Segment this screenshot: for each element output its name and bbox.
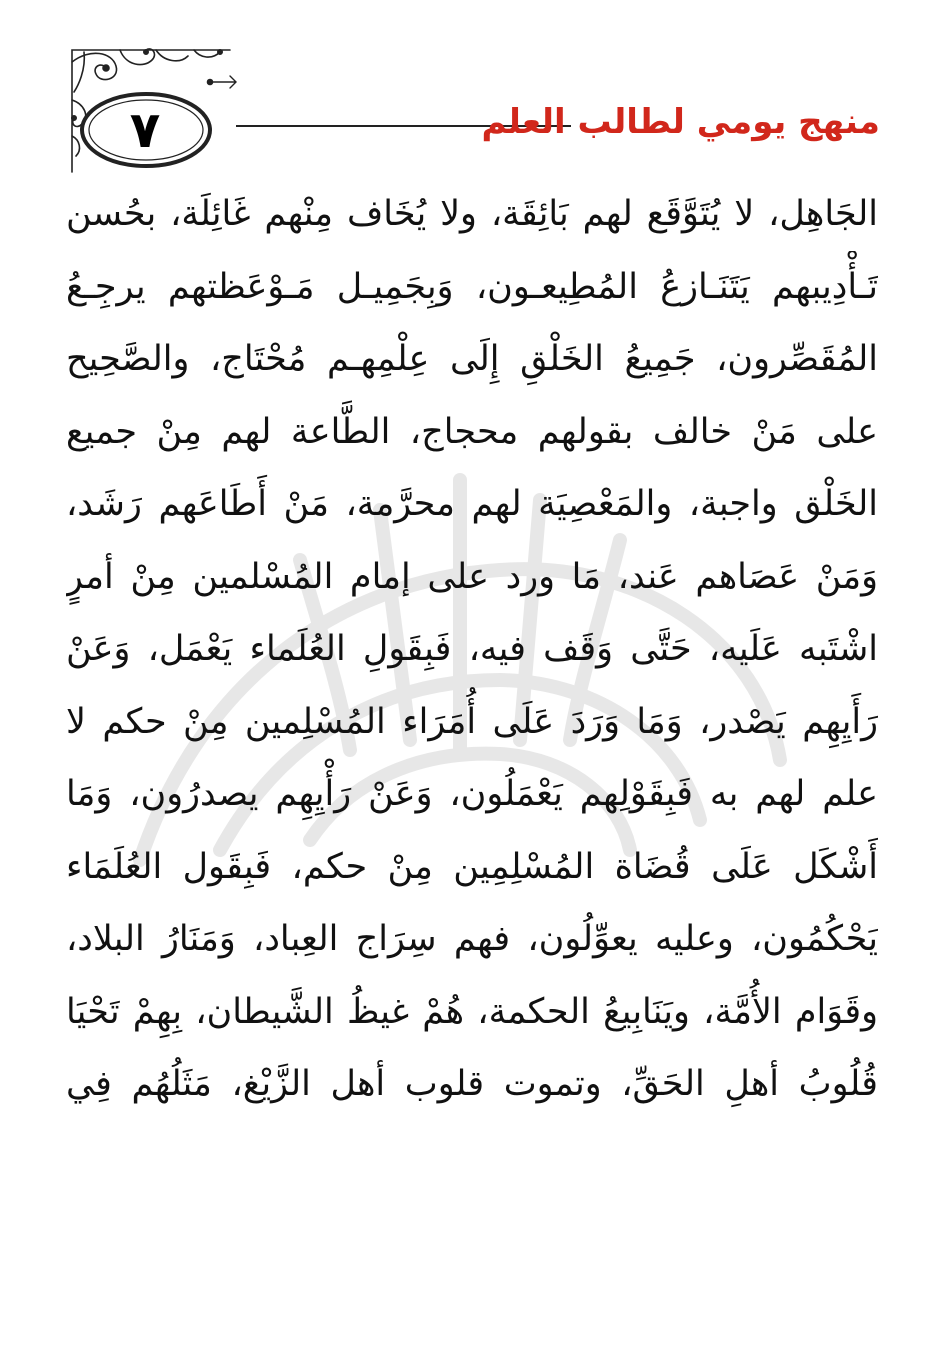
text-line: تَـأْدِيبهم يَتَنَـازعُ المُطِيعـون، وَبِجَمِيـل مَـوْعَظتهم يرجِـعُ bbox=[66, 266, 878, 307]
body-text bbox=[66, 178, 878, 1121]
text-line: المُقَصِّرون، جَمِيعُ الخَلْقِ إِلَى عِلْمِهـم مُحْتَاج، والصَّحِيح bbox=[66, 339, 878, 379]
page-number-badge bbox=[80, 92, 210, 168]
text-line: يَحْكُمُون، وعليه يعوِّلُون، فهم سِرَاج العِباد، وَمَنَارُ البلاد، bbox=[66, 919, 878, 959]
text-line: علم لهم به فَبِقَوْلِهم يَعْمَلُون، وَعَنْ رَأْيِهِم يصدرُون، وَمَا bbox=[66, 774, 878, 814]
page-header bbox=[60, 40, 880, 180]
text-line: أَشْكَل عَلَى قُضَاة المُسْلِمِين مِنْ حكم، فَبِقَول العُلَمَاء bbox=[66, 846, 878, 887]
text-line: وقَوَام الأُمَّة، ويَنَابِيعُ الحكمة، هُمْ غيظُ الشَّيطان، بِهِمْ تَحْيَا bbox=[66, 991, 878, 1032]
text-line: اشْتَبه عَلَيه، حَتَّى وَقَف فيه، فَبِقَولِ العُلَماء يَعْمَل، وَعَنْ bbox=[66, 629, 878, 669]
text-line: قُلُوبُ أهلِ الحَقِّ، وتموت قلوب أهل الزَّيْغ، مَثَلُهُم فِي bbox=[66, 1064, 878, 1104]
text-line: الجَاهِل، لا يُتَوَّقَع لهم بَائِقَة، ولا يُخَاف مِنْهم غَائِلَة، بحُسن bbox=[66, 194, 878, 234]
text-line: رَأَيِهِم يَصْدر، وَمَا وَرَدَ عَلَى أُمَرَاء المُسْلِمين مِنْ حكم لا bbox=[66, 701, 878, 742]
text-line: الخَلْق واجبة، والمَعْصِيَة لهم محرَّمة، مَنْ أَطَاعَهم رَشَد، bbox=[66, 484, 878, 524]
text-line: وَمَنْ عَصَاهم عَند، مَا ورد على إمام المُسْلمين مِنْ أمرٍ bbox=[66, 556, 878, 597]
page-number: ٧ bbox=[129, 101, 161, 159]
running-title: منهج يومي لطالب العلم bbox=[481, 102, 880, 142]
text-line: على مَنْ خالف بقولهم محجاج، الطَّاعة لهم مِنْ جميع bbox=[66, 411, 878, 452]
